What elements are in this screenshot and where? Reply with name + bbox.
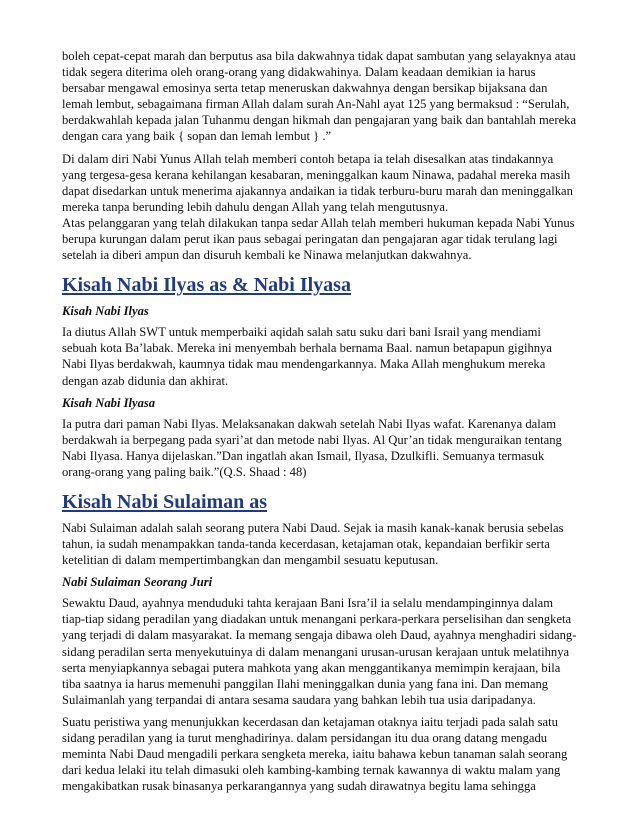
paragraph: Ia putra dari paman Nabi Ilyas. Melaksanakan dakwah setelah Nabi Ilyas wafat. Karenanya dalam berdakwah ia berpegang pada syari’at dan metode nabi Ilyas. Al Qur’an tidak menguraikan tentang Nabi Ilyasa. Hanya dijelaskan.”Dan ingatlah akan Ismail, Ilyasa, Dzulkifli. Semuanya termasuk orang-orang yang paling baik.”(Q.S. Shaad : 48) [62,416,562,479]
section-heading-sulaiman[interactable]: Kisah Nabi Sulaiman as [62,490,268,513]
paragraph: Ia diutus Allah SWT untuk memperbaiki aqidah salah satu suku dari bani Israil yang mendiami sebuah kota Ba’labak. Mereka ini menyembah berhala bernama Baal. namun betapapun gigihnya Nabi Ilyas berdakwah, kaumnya tidak mau mendengarkannya. Maka Allah menghukum mereka dengan azab didunia dan akhirat. [62,325,552,388]
paragraph: Sewaktu Daud, ayahnya menduduki tahta kerajaan Bani Isra’il ia selalu mendampinginnya dalam tiap-tiap sidang peradilan yang diadakan untuk menangani perkara-perkara perselisihan dan sengketa yang terjadi di dalam masyarakat. Ia memang sengaja dibawa oleh Daud, ayahnya menghadiri sidang-sidang peradilan serta menyekutuinya di dalam menangani urusan-urusan kerajaan untuk melatihnya serta menyiapkannya sebagai putera mahkota yang akan menggantikanya memimpin kerajaan, bila tiba saatnya ia harus memenuhi panggilan Ilahi meninggalkan dunia yang fana ini. Dan memang Sulaimanlah yang terpandai di antara sesama saudara yang bahkan lebih tua usia daripadanya. [62,596,577,707]
section-heading-ilyas[interactable]: Kisah Nabi Ilyas as & Nabi Ilyasa [62,274,351,297]
paragraph: Suatu peristiwa yang menunjukkan kecerdasan dan ketajaman otaknya iaitu terjadi pada salah satu sidang peradilan yang ia turut menghadirinya. dalam persidangan itu dua orang datang mengadu meminta Nabi Daud mengadili perkara sengketa mereka, iaitu bahawa kebun tanaman salah seorang dari kedua lelaki itu telah dimasuki oleh kambing-kambing ternak kawannya di waktu malam yang mengakibatkan rusak binasanya perkarangannya yang sudah dirawatnya begitu lama sehingga [62,714,568,794]
subheading-nabi-ilyasa: Kisah Nabi Ilyasa [62,395,156,410]
paragraph: Di dalam diri Nabi Yunus Allah telah memberi contoh betapa ia telah disesalkan atas tindakannya yang tergesa-gesa kerana kehilangan kesabaran, meninggalkan kaum Ninawa, padahal mereka masih dapat disedarkan untuk menerima ajakannya andaikan ia tidak terburu-buru marah dan meninggalkan mereka tanpa berunding lebih dahulu dengan Allah yang telah mengutusnya. [62,151,573,214]
subheading-sulaiman-juri: Nabi Sulaiman Seorang Juri [62,575,213,590]
paragraph: Atas pelanggaran yang telah dilakukan tanpa sedar Allah telah memberi hukuman kepada Nabi Yunus berupa kurungan dalam perut ikan paus sebagai peringatan dan pengajaran agar tidak terulang lagi setelah ia diberi ampun dan disuruh kembali ke Ninawa melanjutkan dakwahnya. [62,215,575,263]
subheading-nabi-ilyas: Kisah Nabi Ilyas [62,304,149,319]
paragraph: Nabi Sulaiman adalah salah seorang putera Nabi Daud. Sejak ia masih kanak-kanak berusia sebelas tahun, ia sudah menampakkan tanda-tanda kecerdasan, ketajaman otak, kepandaian berfikir serta ketelitian di dalam mempertimbangkan dan mengambil sesuatu keputusan. [62,520,564,568]
document-page [62,48,578,800]
paragraph: boleh cepat-cepat marah dan berputus asa bila dakwahnya tidak dapat sambutan yang selayaknya atau tidak segera diterima oleh orang-orang yang didakwahinya. Dalam keadaan demikian ia harus bersabar mengawal emosinya serta tetap meneruskan dakwahnya dengan bersikap bijaksana dan lemah lembut, sebagaimana firman Allah dalam surah An-Nahl ayat 125 yang bermaksud : “Serulah, berdakwahlah kepada jalan Tuhanmu dengan hikmah dan pengajaran yang baik dan bantahlah mereka dengan cara yang baik { sopan dan lemah lembut } .” [62,49,577,144]
